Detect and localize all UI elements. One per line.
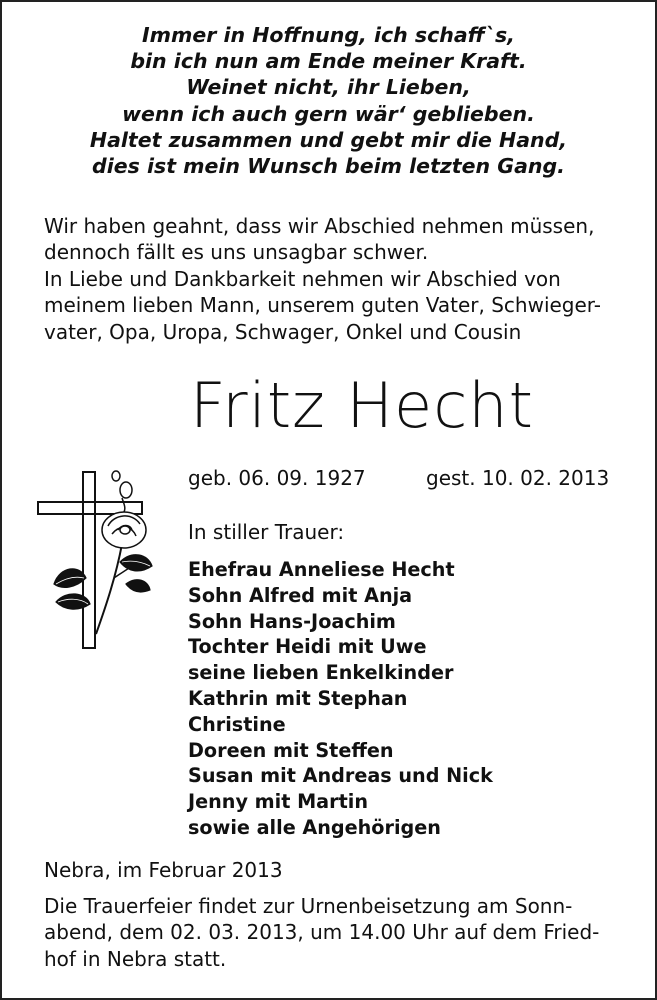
poem-line: dies ist mein Wunsch beim letzten Gang. <box>92 154 565 179</box>
mourner-name: Kathrin mit Stephan <box>188 686 408 710</box>
deceased-name: Fritz Hecht <box>190 369 534 442</box>
mourner-name: Sohn Hans-Joachim <box>188 609 396 633</box>
mourner-name: Sohn Alfred mit Anja <box>188 583 413 607</box>
mourner-name: Jenny mit Martin <box>188 790 368 814</box>
poem-line: wenn ich auch gern wär‘ geblieben. <box>122 101 535 126</box>
intro-line: Wir haben geahnt, dass wir Abschied nehmen müssen, <box>44 214 595 238</box>
mourner-name: seine lieben Enkelkinder <box>188 661 454 685</box>
poem-line: bin ich nun am Ende meiner Kraft. <box>130 49 527 74</box>
death-date: gest. 10. 02. 2013 <box>426 466 610 490</box>
intro-text <box>44 213 618 345</box>
funeral-line: hof in Nebra statt. <box>44 946 227 971</box>
intro-line: meinem lieben Mann, unserem guten Vater, Schwieger- <box>44 293 601 318</box>
birth-date: geb. 06. 09. 1927 <box>188 466 366 490</box>
funeral-line: Die Trauerfeier findet zur Urnenbeisetzung am Sonn- <box>44 894 573 918</box>
mourners-list <box>188 557 493 841</box>
mourner-name: sowie alle Angehörigen <box>188 815 441 839</box>
mourner-name: Doreen mit Steffen <box>188 738 394 762</box>
intro-line: In Liebe und Dankbarkeit nehmen wir Abschied von <box>44 266 561 291</box>
poem-line: Weinet nicht, ihr Lieben, <box>186 75 471 100</box>
intro-line: dennoch fällt es uns unsagbar schwer. <box>44 240 429 265</box>
mourning-heading: In stiller Trauer: <box>188 520 345 544</box>
mourner-name: Susan mit Andreas und Nick <box>188 764 493 788</box>
intro-line: vater, Opa, Uropa, Schwager, Onkel und Cousin <box>44 319 522 344</box>
poem-line: Immer in Hoffnung, ich schaff`s, <box>142 23 515 47</box>
funeral-line: abend, dem 02. 03. 2013, um 14.00 Uhr auf dem Fried- <box>44 920 600 945</box>
poem-line: Haltet zusammen und gebt mir die Hand, <box>89 127 568 152</box>
mourner-name: Christine <box>188 712 286 736</box>
funeral-info <box>44 893 618 972</box>
mourner-name: Ehefrau Anneliese Hecht <box>188 558 455 581</box>
mourner-name: Tochter Heidi mit Uwe <box>188 635 427 659</box>
place-date: Nebra, im Februar 2013 <box>44 858 283 882</box>
cross-with-rose-icon <box>36 466 160 656</box>
poem <box>0 22 657 179</box>
